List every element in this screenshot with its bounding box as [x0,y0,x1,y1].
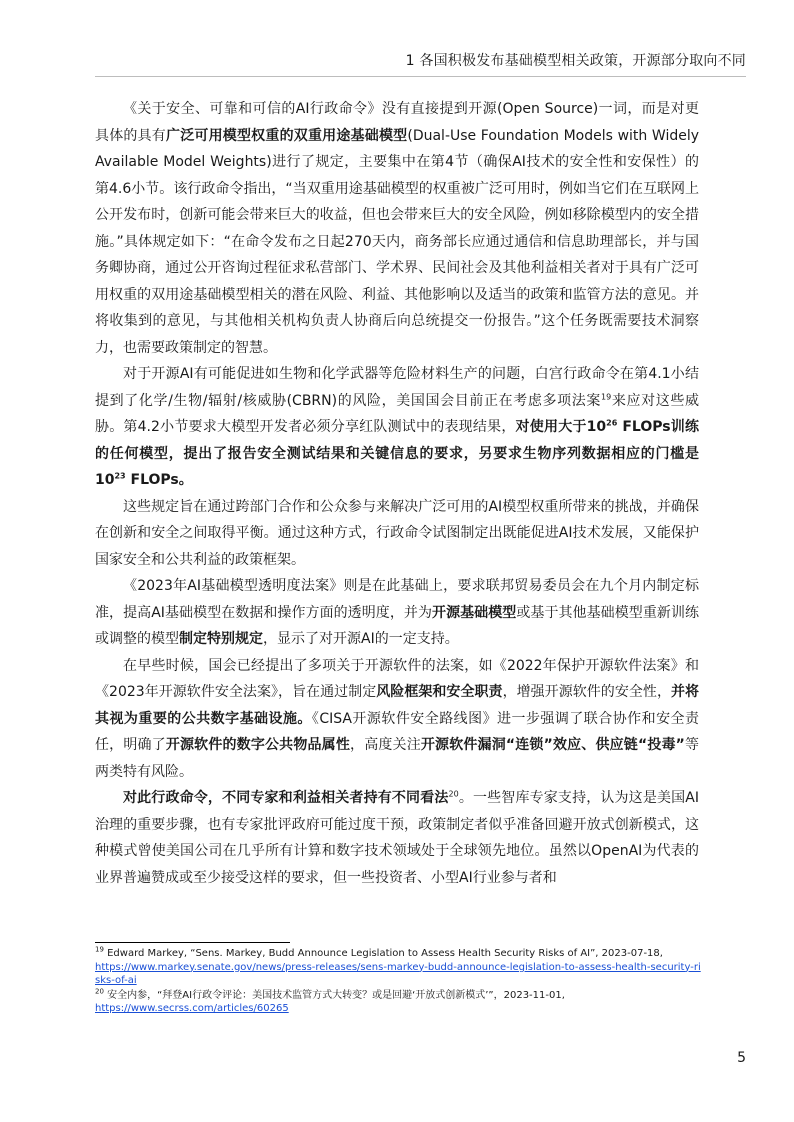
bold-text: FLOPs训练的任何模型，提出了报告安全测试结果和关键信息的要求，另要求生物序列数据相应的门槛是10 [95,419,700,488]
footnote-ref: 23 [114,471,126,481]
text-run: 对于开源AI有可能促进如生物和化学武器等危险材料生产的问题，白宫行政命令在第4.1小结提到了化学/生物/辐射/核威胁(CBRN)的风险，美国国会目前正在考虑多项法案 [95,366,699,409]
bold-text: 对使用大于10 [515,419,607,435]
body-text [95,96,699,891]
footnote-number: 19 [95,945,104,954]
footnote [95,989,705,1016]
bold-text: 并将其视为重要的公共数字基础设施。 [95,684,700,727]
footnote-text: Edward Markey, “Sens. Markey, Budd Announce Legislation to Assess Health Security Risks of AI”, 2023-07-18, [103,948,663,959]
paragraph [95,96,699,361]
footnote-ref: 19 [601,391,612,401]
page-number: 5 [737,1050,746,1066]
footnote-link[interactable]: https://www.secrss.com/articles/60265 [95,1003,289,1014]
footnote-separator [95,942,290,943]
footnote-link[interactable]: https://www.markey.senate.gov/news/press-releases/sens-markey-budd-announce-legislation-to-assess-health-security-risks-of-ai [95,961,701,986]
paragraph [95,653,699,786]
paragraph [95,361,699,494]
footnote [95,947,705,988]
running-header: 1 各国积极发布基础模型相关政策，开源部分取向不同 [405,53,746,69]
text-run: 《CISA开源软件安全路线图》进一步强调了联合协作和安全责任，明确了 [95,710,699,753]
bold-text: 开源基础模型 [432,604,517,621]
text-run: ，显示了对开源AI的一定支持。 [263,631,459,647]
header-rule [95,76,746,77]
paragraph [95,785,699,891]
bold-text: 制定特别规定 [179,631,263,647]
bold-text: 开源软件的数字公共物品属性 [165,737,351,753]
paragraph [95,494,699,574]
text-run: ，增强开源软件的安全性， [502,684,671,700]
footnotes [95,947,705,1017]
bold-text: 对此行政命令，不同专家和利益相关者持有不同看法 [123,790,449,806]
footnote-ref: 20 [448,789,459,799]
text-run: 。一些智库专家支持，认为这是美国AI治理的重要步骤，也有专家批评政府可能过度干预，政策制定者似乎准备回避开放式创新模式，这种模式曾使美国公司在几乎所有计算和数字技术领域处于全球领先地位。虽然以OpenAI为代表的业界普遍赞成或至少接受这样的要求，但一些投资者、小型AI行业参与者和 [95,790,699,886]
bold-text: 广泛可用模型权重的双重用途基础模型 [166,127,408,144]
text-run: 《2023年AI基础模型透明度法案》则是在此基础上，要求联邦贸易委员会在九个月内制定标准，提高AI基础模型在数据和操作方面的透明度，并为 [95,578,699,621]
footnote-ref: 26 [606,418,618,428]
text-run: 来应对这些威胁。第4.2小节要求大模型开发者必须分享红队测试中的表现结果， [95,392,700,435]
footnote-text: 安全内参，“拜登AI行政令评论：美国技术监管方式大转变？或是回避‘开放式创新模式’”，2023-11-01, [103,989,565,1001]
bold-text: 开源软件漏洞“连锁”效应、供应链“投毒” [420,737,685,753]
text-run: (Dual-Use Foundation Models with Widely Available Model Weights)进行了规定，主要集中在第4节（确保AI技术的安全性和安保性）的第4.6小节。该行政命令指出，“当双重用途基础模型的权重被广泛可用时，例如当它们在互联网上公开发布时，创新可能会带来巨大的收益，但也会带来巨大的安全风险，例如移除模型内的安全措施。”具体规定如下：“在命令发布之日起270天内，商务部长应通过通信和信息助理部长，并与国务卿协商，通过公开咨询过程征求私营部门、学术界、民间社会及其他利益相关者对于具有广泛可用权重的双用途基础模型相关的潜在风险、利益、其他影响以及适当的政策和监管方法的意见。并将收集到的意见，与其他相关机构负责人协商后向总统提交一份报告。”这个任务既需要技术洞察力，也需要政策制定的智慧。 [95,127,700,356]
text-run: 在早些时候，国会已经提出了多项关于开源软件的法案，如《2022年保护开源软件法案》和《2023年开源软件安全法案》，旨在通过制定 [95,657,699,700]
bold-text: FLOPs。 [125,472,193,488]
text-run: 等两类特有风险。 [95,737,700,780]
text-run: 这些规定旨在通过跨部门合作和公众参与来解决广泛可用的AI模型权重所带来的挑战，并确保在创新和安全之间取得平衡。通过这种方式，行政命令试图制定出既能促进AI技术发展，又能保护国家安全和公共利益的政策框架。 [95,498,699,568]
footnote-number: 20 [95,987,104,996]
paragraph [95,573,699,653]
bold-text: 风险框架和安全职责 [376,684,503,700]
text-run: ，高度关注 [350,737,421,753]
text-run: 《关于安全、可靠和可信的AI行政命令》没有直接提到开源(Open Source)一词，而是对更具体的具有 [95,101,699,144]
text-run: 或基于其他基础模型重新训练或调整的模型 [95,604,699,647]
